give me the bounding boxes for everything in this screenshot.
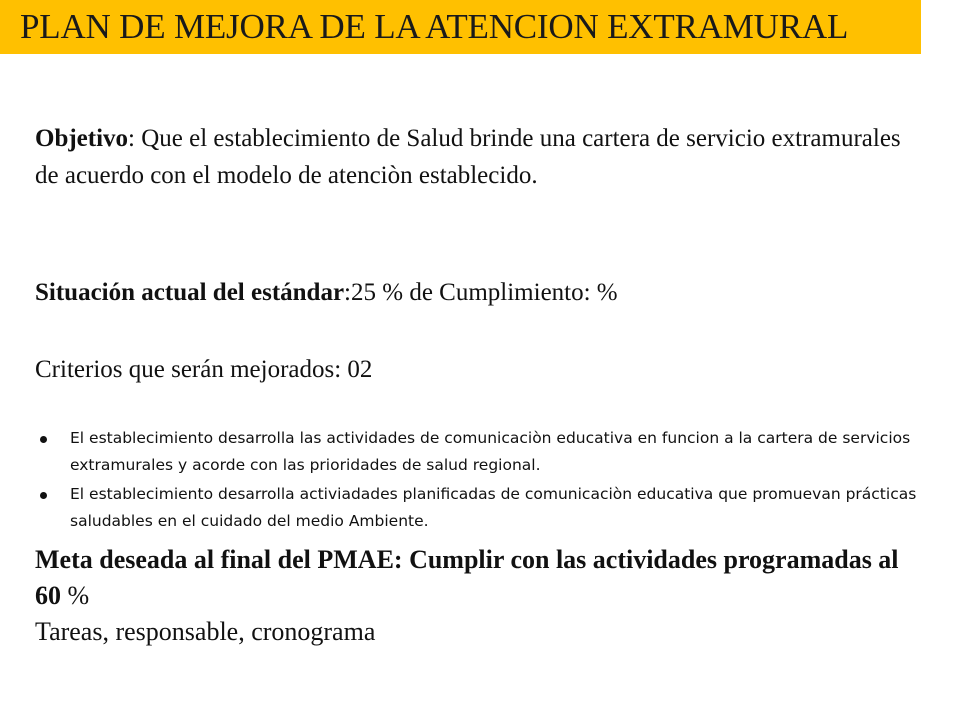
criteria-item-text: El establecimiento desarrolla las actividades de comunicaciòn educativa en funcion a la cartera de servicios extramurales y acorde con las prioridades de salud regional. (70, 429, 911, 474)
bullet-icon (40, 436, 47, 443)
criteria-list (40, 425, 920, 537)
current-status-text: :25 % de Cumplimiento: % (344, 279, 618, 306)
bullet-icon (40, 492, 47, 499)
current-status-label: Situación actual del estándar (35, 279, 345, 306)
objective-label: Objetivo (35, 125, 129, 152)
criteria-item-text: El establecimiento desarrolla activiadades planificadas de comunicaciòn educativa que promuevan prácticas saludables en el cuidado del medio Ambiente. (70, 485, 917, 530)
current-status-paragraph (35, 274, 915, 311)
goal-paragraph (35, 542, 925, 650)
objective-paragraph (35, 120, 915, 194)
tasks-line: Tareas, responsable, cronograma (35, 617, 376, 646)
criteria-heading: Criterios que serán mejorados: 02 (35, 356, 373, 383)
title-bar (0, 0, 921, 54)
goal-label: Meta deseada al final del PMAE: Cumplir con las actividades programadas al 60 (35, 545, 899, 610)
slide-title: PLAN DE MEJORA DE LA ATENCION EXTRAMURAL (20, 7, 849, 46)
list-item (40, 425, 920, 479)
objective-text: : Que el establecimiento de Salud brinde una cartera de servicio extramurales de acuerdo con el modelo de atenciòn establecido. (35, 125, 901, 189)
list-item (40, 481, 920, 535)
goal-suffix: % (61, 581, 90, 610)
